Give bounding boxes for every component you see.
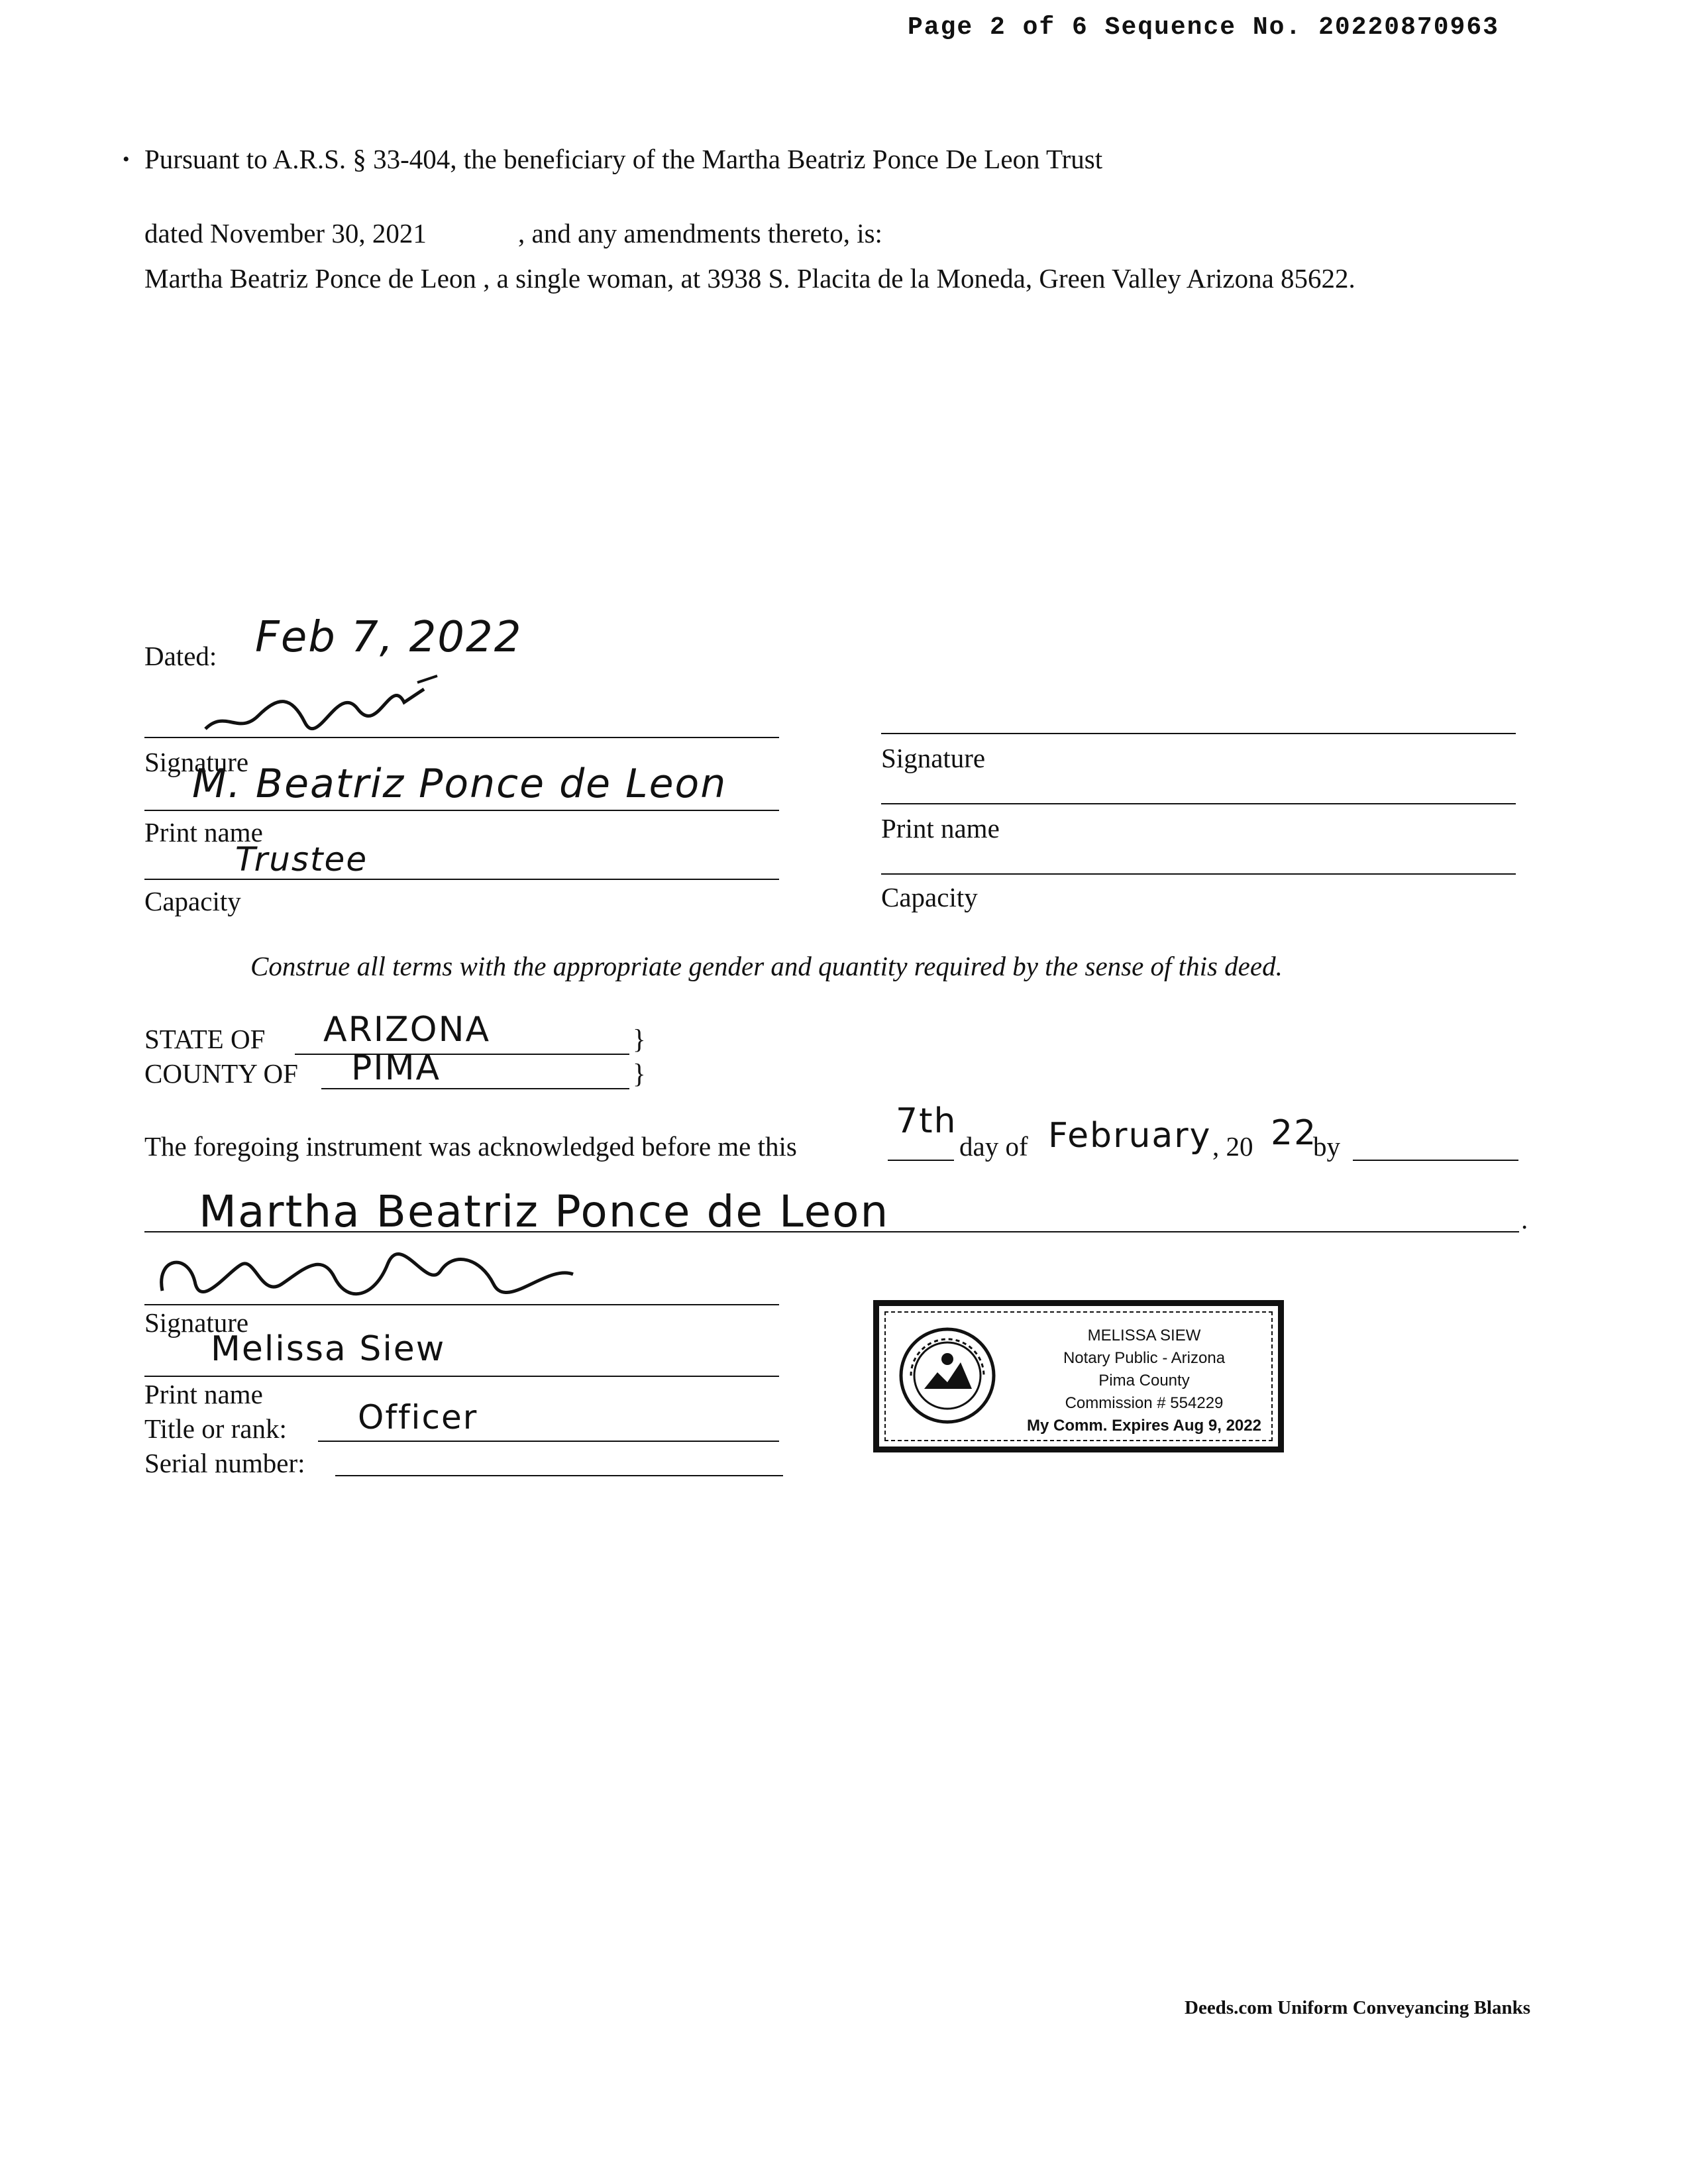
notary-title-value: Officer (358, 1398, 478, 1437)
beneficiary-line-1: Pursuant to A.R.S. § 33-404, the beneficiary of the Martha Beatriz Ponce De Leon Trust (144, 144, 1103, 174)
acknowledged-name-period: . (1521, 1204, 1528, 1234)
stamp-county: Pima County (1098, 1372, 1190, 1390)
left-capacity-label: Capacity (144, 886, 241, 916)
beneficiary-line-3: Martha Beatriz Ponce de Leon , a single woman, at 3938 S. Placita de la Moneda, Green Valley Arizona 85622. (144, 263, 1355, 294)
left-print-name-label: Print name (144, 817, 263, 847)
notary-signature-line (144, 1304, 779, 1305)
footer-text: Deeds.com Uniform Conveyancing Blanks (1185, 1997, 1531, 2018)
dated-label: Dated: (144, 641, 217, 671)
notary-title-label: Title or rank: (144, 1413, 287, 1444)
ack-text-4: by (1313, 1131, 1340, 1162)
left-capacity-handwritten: Trustee (235, 840, 368, 879)
state-value: ARIZONA (323, 1010, 491, 1050)
acknowledged-name-line (144, 1231, 1519, 1232)
county-brace: } (633, 1058, 646, 1089)
ack-day: 7th (896, 1101, 957, 1141)
right-signature-label: Signature (881, 743, 986, 773)
notary-print-name-line (144, 1376, 779, 1377)
arizona-seal-icon (898, 1326, 997, 1425)
stamp-title: Notary Public - Arizona (1063, 1349, 1226, 1367)
state-label: STATE OF (144, 1024, 266, 1054)
grantor-signature-scribble (199, 669, 464, 742)
ack-month: February (1048, 1116, 1212, 1156)
county-label: COUNTY OF (144, 1058, 298, 1089)
right-print-name-line (881, 803, 1516, 804)
right-capacity-label: Capacity (881, 882, 978, 912)
right-signature-line (881, 733, 1516, 734)
notary-stamp (873, 1300, 1284, 1452)
right-print-name-label: Print name (881, 813, 1000, 844)
stamp-commission: Commission # 554229 (1065, 1394, 1224, 1412)
notary-print-name-label: Print name (144, 1379, 263, 1409)
left-signature-line (144, 737, 779, 738)
left-signature-label: Signature (144, 747, 249, 777)
ack-year: 22 (1271, 1113, 1318, 1153)
left-print-name-line (144, 810, 779, 811)
ack-day-line (888, 1160, 954, 1161)
notary-signature-label: Signature (144, 1307, 249, 1338)
county-line (321, 1088, 629, 1089)
page-sequence-header: Page 2 of 6 Sequence No. 20220870963 (908, 13, 1499, 42)
acknowledged-name: Martha Beatriz Ponce de Leon (199, 1186, 890, 1237)
ack-text-1: The foregoing instrument was acknowledged before me this (144, 1131, 797, 1162)
left-capacity-line (144, 879, 779, 880)
left-print-name-handwritten: M. Beatriz Ponce de Leon (192, 761, 727, 807)
stamp-text (1012, 1325, 1277, 1437)
ack-by-line (1353, 1160, 1518, 1161)
notary-signature-scribble (149, 1244, 600, 1311)
notary-serial-line (335, 1475, 783, 1476)
ack-text-3: , 20 (1212, 1131, 1253, 1162)
ack-text-2: day of (959, 1131, 1028, 1162)
notary-print-name-handwritten: Melissa Siew (211, 1329, 446, 1369)
state-brace: } (633, 1024, 646, 1054)
stamp-name: MELISSA SIEW (1087, 1327, 1201, 1344)
stamp-expires: My Comm. Expires Aug 9, 2022 (1027, 1417, 1261, 1435)
construe-note: Construe all terms with the appropriate gender and quantity required by the sense of this deed. (250, 951, 1283, 981)
county-value: PIMA (351, 1048, 441, 1088)
beneficiary-date: dated November 30, 2021 (144, 218, 427, 248)
notary-serial-label: Serial number: (144, 1448, 305, 1478)
dated-handwritten: Feb 7, 2022 (255, 613, 523, 662)
beneficiary-line-2: , and any amendments thereto, is: (518, 218, 882, 248)
state-line (295, 1054, 629, 1055)
bullet-dot: • (123, 148, 130, 170)
right-capacity-line (881, 873, 1516, 875)
notary-title-line (318, 1441, 779, 1442)
